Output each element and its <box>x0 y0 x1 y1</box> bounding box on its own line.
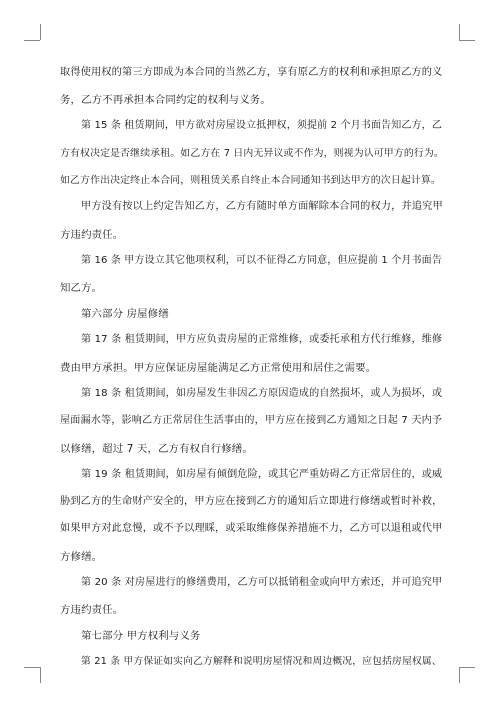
section-heading-part-6: 第六部分 房屋修缮 <box>81 308 169 321</box>
document-body <box>60 66 444 669</box>
body-line: 如果甲方对此怠慢，或不予以理睬，或采取维修保养措施不力，乙方可以退租或代甲 <box>60 523 443 535</box>
section-heading-part-7: 第七部分 甲方权利与义务 <box>81 630 201 643</box>
body-line: 甲方没有按以上约定告知乙方，乙方有随时单方面解除本合同的权力，并追究甲 <box>81 201 443 213</box>
article-18-line: 第 18 条 租赁期间，如房屋发生非因乙方原因造成的自然损坏，或人为损坏，或 <box>81 387 443 399</box>
body-line: 取得使用权的第三方即成为本合同的当然乙方，享有原乙方的权利和承担原乙方的义 <box>60 67 443 78</box>
article-19-line: 第 19 条 租赁期间，如房屋有倾倒危险，或其它严重妨碍乙方正常居住的，或威 <box>81 468 443 480</box>
crop-mark-bottom-left <box>24 667 40 668</box>
article-21-line: 第 21 条 甲方保证如实向乙方解释和说明房屋情况和周边概况，应包括房屋权属、 <box>81 656 442 668</box>
body-line: 屋面漏水等，影响乙方正常居住生活事由的，甲方应在接到乙方通知之日起 7 天内予 <box>60 415 443 427</box>
article-17-line: 第 17 条 租赁期间，甲方应负责房屋的正常维修，或委托承租方代行维修，维修 <box>81 334 443 346</box>
body-line: 胁到乙方的生命财产安全的，甲方应在接到乙方的通知后立即进行修缮或暂时补救， <box>60 495 443 507</box>
crop-mark-bottom-left <box>40 667 41 683</box>
body-line: 方违约责任。 <box>60 604 124 617</box>
body-line: 方违约责任。 <box>60 228 124 241</box>
article-16-line: 第 16 条 甲方设立其它他项权利，可以不征得乙方同意，但应提前 1 个月书面告 <box>81 254 442 266</box>
body-line: 如乙方作出决定终止本合同，则租赁关系自终止本合同通知书到达甲方的次日起计算。 <box>60 175 441 187</box>
body-line: 费由甲方承担。甲方应保证房屋能满足乙方正常使用和居住之需要。 <box>60 361 377 374</box>
article-20-line: 第 20 条 对房屋进行的修缮费用，乙方可以抵销租金或向甲方索还，并可追究甲 <box>81 576 443 588</box>
crop-mark-top-right <box>459 24 460 40</box>
body-line: 以修缮，超过 7 天，乙方有权自行修缮。 <box>60 442 253 455</box>
crop-mark-top-left <box>24 40 40 41</box>
crop-mark-bottom-right <box>459 667 460 683</box>
article-15-line: 第 15 条 租赁期间，甲方欲对房屋设立抵押权，须提前 2 个月书面告知乙方，乙 <box>81 120 442 132</box>
body-line: 务，乙方不再承担本合同约定的权利与义务。 <box>60 94 271 107</box>
body-line: 方有权决定是否继续承租。如乙方在 7 日内无异议或不作为，则视为认可甲方的行为。 <box>60 147 444 159</box>
body-line: 方修缮。 <box>60 550 103 563</box>
crop-mark-top-left <box>40 24 41 40</box>
crop-mark-top-right <box>459 40 475 41</box>
body-line: 知乙方。 <box>60 282 103 295</box>
crop-mark-bottom-right <box>459 667 475 668</box>
